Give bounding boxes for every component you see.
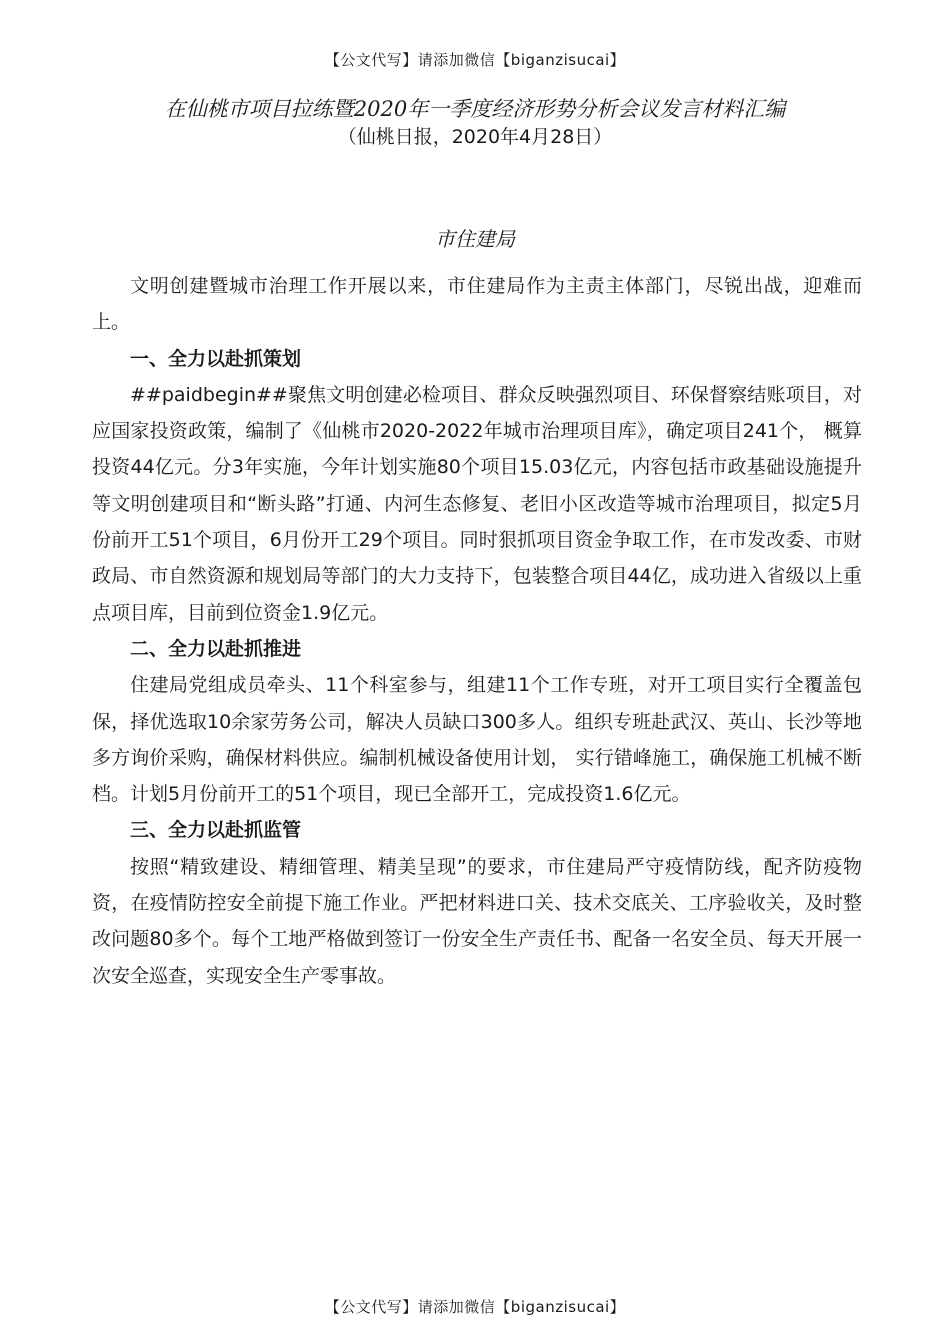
page-footer-watermark: 【公文代写】请添加微信【biganzisucai】 [324, 1298, 626, 1316]
document-body [92, 268, 862, 994]
heading-planning: 一、全力以赴抓策划 [130, 347, 302, 370]
paragraph-progress: 住建局党组成员牵头、11个科室参与，组建11个工作专班，对开工项目实行全覆盖包保，择优选取10余家劳务公司，解决人员缺口300多人。组织专班赴武汉、英山、长沙等地多方询价采购，确保材料供应。编制机械设备使用计划， 实行错峰施工，确保施工机械不断档。计划5月份前开工的51个项目，现已全部开工，完成投资1.6亿元。 [92, 674, 862, 806]
intro-paragraph: 文明创建暨城市治理工作开展以来，市住建局作为主责主体部门，尽锐出战，迎难而上。 [92, 275, 862, 334]
paragraph-planning: ##paidbegin##聚焦文明创建必检项目、群众反映强烈项目、环保督察结账项目，对应国家投资政策，编制了《仙桃市2020-2022年城市治理项目库》，确定项目241个， 概算投资44亿元。分3年实施，今年计划实施80个项目15.03亿元，内容包括市政基础设施提升等文明创建项目和“断头路”打通、内河生态修复、老旧小区改造等城市治理项目，拟定5月份前开工51个项目，6月份开工29个项目。同时狠抓项目资金争取工作，在市发改委、市财政局、市自然资源和规划局等部门的大力支持下，包装整合项目44亿，成功进入省级以上重点项目库，目前到位资金1.9亿元。 [92, 383, 862, 624]
document-subtitle: （仙桃日报，2020年4月28日） [337, 126, 613, 148]
paragraph-supervision: 按照“精致建设、精细管理、精美呈现”的要求，市住建局严守疫情防线，配齐防疫物资，在疫情防控安全前提下施工作业。严把材料进口关、技术交底关、工序验收关，及时整改问题80多个。每个工地严格做到签订一份安全生产责任书、配备一名安全员、每天开展一次安全巡查，实现安全生产零事故。 [92, 855, 862, 987]
page-header-watermark: 【公文代写】请添加微信【biganzisucai】 [324, 51, 626, 69]
section-title: 市住建局 [435, 227, 515, 251]
heading-supervision: 三、全力以赴抓监管 [130, 819, 302, 842]
document-title: 在仙桃市项目拉练暨2020年一季度经济形势分析会议发言材料汇编 [164, 97, 786, 121]
heading-progress: 二、全力以赴抓推进 [130, 637, 302, 660]
